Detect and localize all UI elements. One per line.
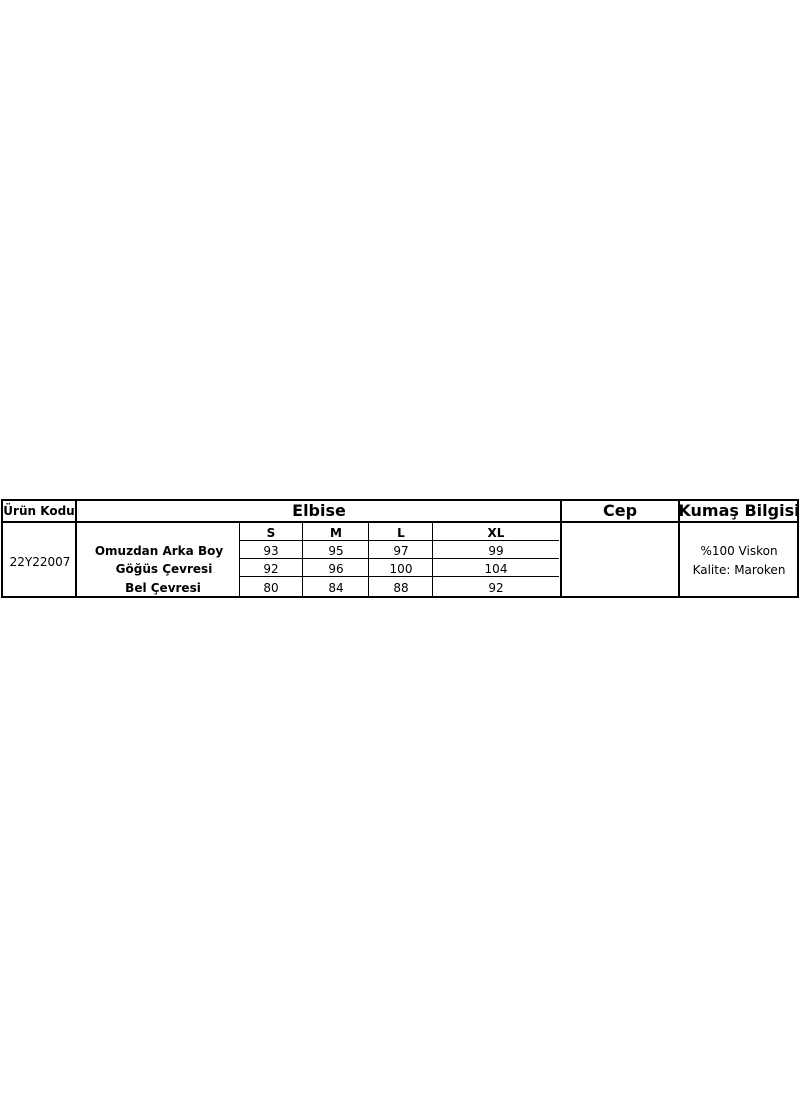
table-cell: 97 xyxy=(393,544,409,558)
table-cell: 104 xyxy=(484,562,508,576)
fabric-header: Kumaş Bilgisi xyxy=(678,501,800,520)
product-code-header: Ürün Kodu xyxy=(3,504,75,518)
col-divider-s xyxy=(302,523,303,598)
row-label-chest: Göğüs Çevresi xyxy=(115,562,213,576)
row-divider-1 xyxy=(239,558,559,559)
size-header-divider xyxy=(239,540,559,541)
divider-cep-col xyxy=(560,499,562,598)
table-cell: 99 xyxy=(488,544,504,558)
pocket-header: Cep xyxy=(602,501,638,520)
size-chart-sheet xyxy=(1,499,799,598)
row-label-waist: Bel Çevresi xyxy=(125,581,201,595)
table-cell: 88 xyxy=(393,581,409,595)
table-cell: 100 xyxy=(389,562,413,576)
row-label-back-length: Omuzdan Arka Boy xyxy=(94,544,224,558)
table-cell: 96 xyxy=(328,562,344,576)
table-cell: 84 xyxy=(328,581,344,595)
col-divider-label xyxy=(239,523,240,598)
row-divider-2 xyxy=(239,576,559,577)
table-cell: 80 xyxy=(263,581,279,595)
col-divider-m xyxy=(368,523,369,598)
product-name-header: Elbise xyxy=(292,501,346,520)
product-code-value: 22Y22007 xyxy=(9,555,71,569)
col-divider-l xyxy=(432,523,433,598)
table-cell: 92 xyxy=(263,562,279,576)
size-l-header: L xyxy=(397,526,405,540)
size-xl-header: XL xyxy=(487,526,505,540)
fabric-composition: %100 Viskon xyxy=(700,544,778,558)
size-s-header: S xyxy=(266,526,276,540)
divider-code-col xyxy=(75,499,77,598)
table-cell: 95 xyxy=(328,544,344,558)
fabric-quality: Kalite: Maroken xyxy=(692,563,786,577)
table-cell: 92 xyxy=(488,581,504,595)
table-cell: 93 xyxy=(263,544,279,558)
size-m-header: M xyxy=(330,526,342,540)
